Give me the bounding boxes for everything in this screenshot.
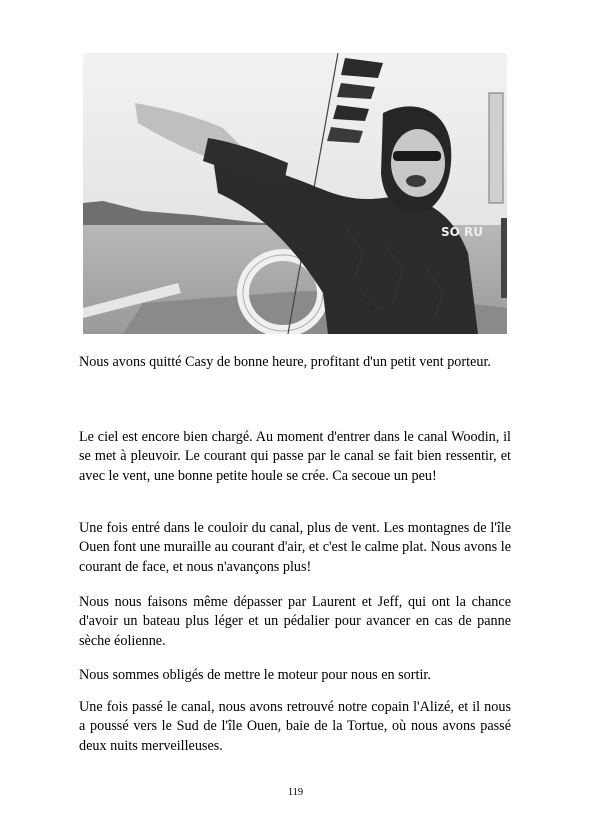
page-number: 119 (287, 787, 304, 798)
paragraph-5: Nous sommes obligés de mettre le moteur pour nous en sortir. (79, 667, 431, 683)
jacket-logo-text: SO RU (441, 225, 484, 239)
paragraph-1: Nous avons quitté Casy de bonne heure, profitant d'un petit vent porteur. (79, 354, 491, 370)
paragraph-6: Une fois passé le canal, nous avons retrouvé notre copain l'Alizé, et il nous a poussé vers le Sud de l'île Ouen, baie de la Tortue, où nous avons passé deux nuits merveilleuses. (79, 699, 511, 754)
paragraph-4: Nous nous faisons même dépasser par Laurent et Jeff, qui ont la chance d'avoir un bateau plus léger et un pédalier pour avancer en cas de panne sèche éolienne. (79, 594, 511, 649)
paragraph-3: Une fois entré dans le couloir du canal, plus de vent. Les montagnes de l'île Ouen font une muraille au courant d'air, et c'est le calme plat. Nous avons le courant de face, et nous n'avançons plus! (79, 520, 511, 575)
paragraph-2: Le ciel est encore bien chargé. Au moment d'entrer dans le canal Woodin, il se met à pleuvoir. Le courant qui passe par le canal se fait bien ressentir, et avec le vent, une bonne petite houle se crée. Ca secoue un peu! (79, 429, 511, 484)
photo-man-on-sailboat (83, 53, 507, 334)
